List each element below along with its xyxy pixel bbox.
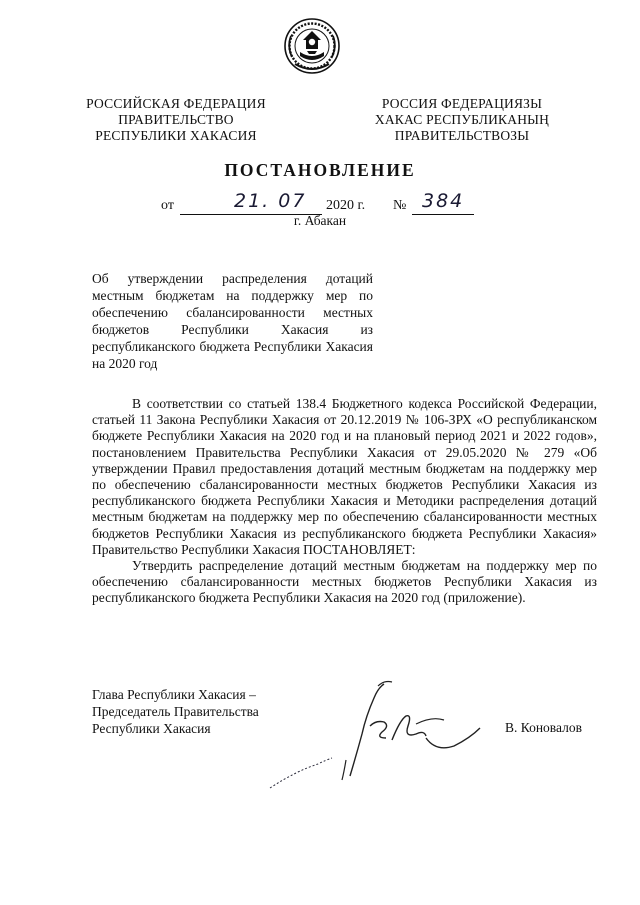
header-left-block [56,96,296,144]
date-value: 21. 07 [234,190,307,212]
city-label: г. Абакан [293,213,347,228]
document-title: ПОСТАНОВЛЕНИЕ [224,160,416,180]
signer-name: В. Коновалов [505,720,582,735]
header-left-line: РОССИЙСКАЯ ФЕДЕРАЦИЯ [86,96,266,111]
header-left-line: ПРАВИТЕЛЬСТВО [118,112,234,127]
body-paragraph: В соответствии со статьей 138.4 Бюджетного кодекса Российской Федерации, статьей 11 Закона Республики Хакасия от 20.12.2019 № 106-ЗРХ «О республиканском бюджете Республики Хакасия на 2020 год и на плановый период 2021 и 2022 годов», постановлением Правительства Республики Хакасия от 29.05.2020 № 279 «Об утверждении Правил предоставления дотаций местным бюджетам на поддержку мер по обеспечению сбалансированности местных бюджетов Республики Хакасия из республиканского бюджета Республики Хакасия и Методики распределения дотаций местным бюджетам на поддержку мер по обеспечению сбалансированности местных бюджетов Республики Хакасия из республиканского бюджета Республики Хакасия» Правительство Республики Хакасия ПОСТАНОВЛЯЕТ: [92,396,597,557]
body-paragraph: Утвердить распределение дотаций местным бюджетам на поддержку мер по обеспечению сбалансированности местных бюджетов Республики Хакасия из республиканского бюджета Республики Хакасия на 2020 год (приложение). [92,558,597,606]
handwritten-signature [266,676,486,796]
header-right-line: ХАКАС РЕСПУБЛИКАНЫҢ [374,112,550,127]
signatory-title-line: Глава Республики Хакасия – [92,687,256,702]
year-label: 2020 г. [326,198,366,213]
header-right-line: ПРАВИТЕЛЬСТВОЗЫ [394,128,530,143]
header-right-block [342,96,582,144]
document-body [92,396,597,607]
number-value: 384 [422,190,465,212]
signatory-title-line: Республики Хакасия [92,721,211,736]
date-prefix: от [161,198,174,213]
signatory-title-block [92,686,259,737]
header-left-line: РЕСПУБЛИКИ ХАКАСИЯ [95,128,257,143]
signatory-title-line: Председатель Правительства [92,704,259,719]
number-label: № [393,198,407,213]
document-subject: Об утверждении распределения дотаций местным бюджетам на поддержку мер по обеспечению сбалансированности местных бюджетов Республики Хакасия из республиканского бюджета Республики Хакасия на 2020 год [92,271,373,371]
header-right-line: РОССИЯ ФЕДЕРАЦИЯЗЫ [381,96,543,111]
coat-of-arms-emblem [283,16,341,76]
